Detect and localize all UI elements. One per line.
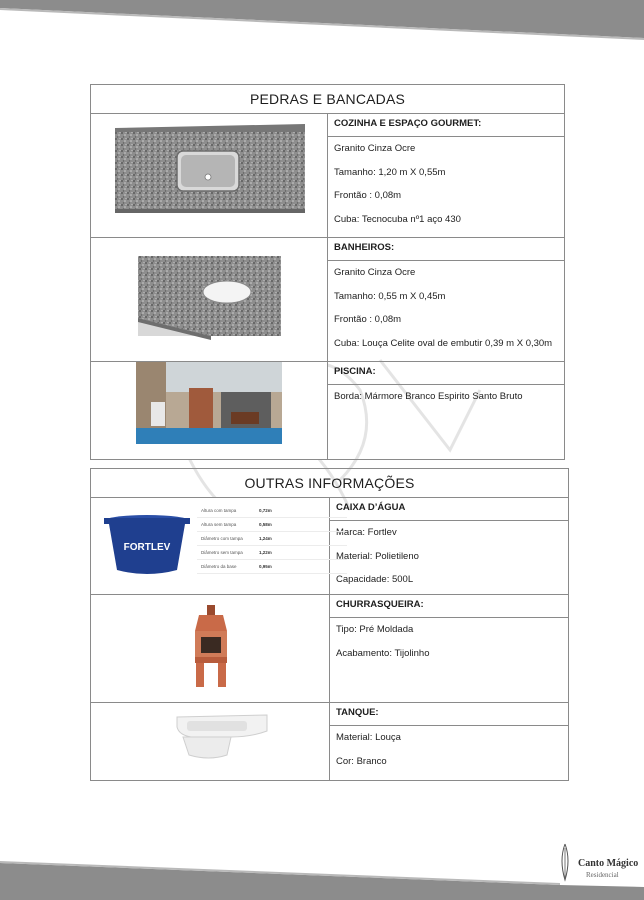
tank-brand-text: FORTLEV [123, 542, 171, 553]
pool-line: Borda: Mármore Branco Espirito Santo Bruto [334, 391, 523, 402]
tank-spec-row: Altura sem tampa 0,58m [197, 518, 347, 532]
sink-image-cell [91, 703, 330, 781]
bathroom-image-cell [91, 238, 328, 362]
logo-name: Canto Mágico [578, 858, 639, 869]
bathroom-line: Tamanho: 0,55 m X 0,45m [334, 290, 446, 302]
grill-info [330, 595, 569, 703]
kitchen-line: Granito Cinza Ocre [334, 143, 416, 154]
pool-area-image [91, 362, 328, 454]
bottom-band [0, 855, 644, 900]
tank-spec-row: Diâmetro sem tampa 1,22m [197, 546, 347, 560]
sink-heading: TANQUE: [330, 703, 568, 726]
stone-title: PEDRAS E BANCADAS [91, 85, 565, 114]
bathroom-vanity-image [91, 238, 328, 356]
kitchen-heading: COZINHA E ESPAÇO GOURMET: [328, 114, 564, 137]
kitchen-line: Frontão : 0,08m [334, 190, 402, 201]
bathroom-line: Cuba: Louça Celite oval de embutir 0,39 m X 0,30m [334, 337, 553, 349]
sink-line: Cor: Branco [336, 755, 387, 767]
bathroom-heading: BANHEIROS: [328, 238, 564, 261]
logo-subtitle: Residencial [586, 871, 619, 879]
top-band [0, 0, 644, 40]
other-table [90, 468, 569, 781]
sink-line: Material: Louça [336, 732, 401, 743]
water-tank-image [97, 512, 197, 582]
kitchen-image-cell [91, 114, 328, 238]
tank-spec-row: Diâmetro da base 0,95m [197, 560, 347, 574]
bathroom-line: Frontão : 0,08m [334, 314, 402, 325]
grill-line: Tipo: Pré Moldada [336, 624, 414, 635]
kitchen-line: Tamanho: 1,20 m X 0,55m [334, 166, 446, 178]
bathroom-line: Granito Cinza Ocre [334, 267, 416, 278]
tank-spec-table [197, 504, 347, 574]
kitchen-info [328, 114, 565, 238]
pool-info [328, 362, 565, 460]
pool-image-cell [91, 362, 328, 460]
tank-spec-row: Diâmetro com tampa 1,24m [197, 532, 347, 546]
granite-countertop-image [91, 114, 328, 232]
grill-heading: CHURRASQUEIRA: [330, 595, 568, 618]
tank-info [330, 498, 569, 595]
tank-heading: CAIXA D’ÁGUA [330, 498, 568, 521]
tank-spec-row: Altura com tampa 0,72m [197, 504, 347, 518]
kitchen-line: Cuba: Tecnocuba nº1 aço 430 [334, 213, 461, 225]
tank-line: Marca: Fortlev [336, 527, 397, 538]
pool-heading: PISCINA: [328, 362, 564, 385]
stone-table [90, 84, 565, 460]
tank-line: Material: Polietileno [336, 550, 419, 562]
sink-info [330, 703, 569, 781]
bathroom-info [328, 238, 565, 362]
tank-image-cell [91, 498, 330, 595]
grill-line: Acabamento: Tijolinho [336, 647, 430, 659]
barbecue-grill-image [91, 595, 330, 697]
tank-line: Capacidade: 500L [336, 574, 414, 585]
other-title: OUTRAS INFORMAÇÕES [91, 469, 569, 498]
grill-image-cell [91, 595, 330, 703]
laundry-sink-image [91, 703, 330, 775]
